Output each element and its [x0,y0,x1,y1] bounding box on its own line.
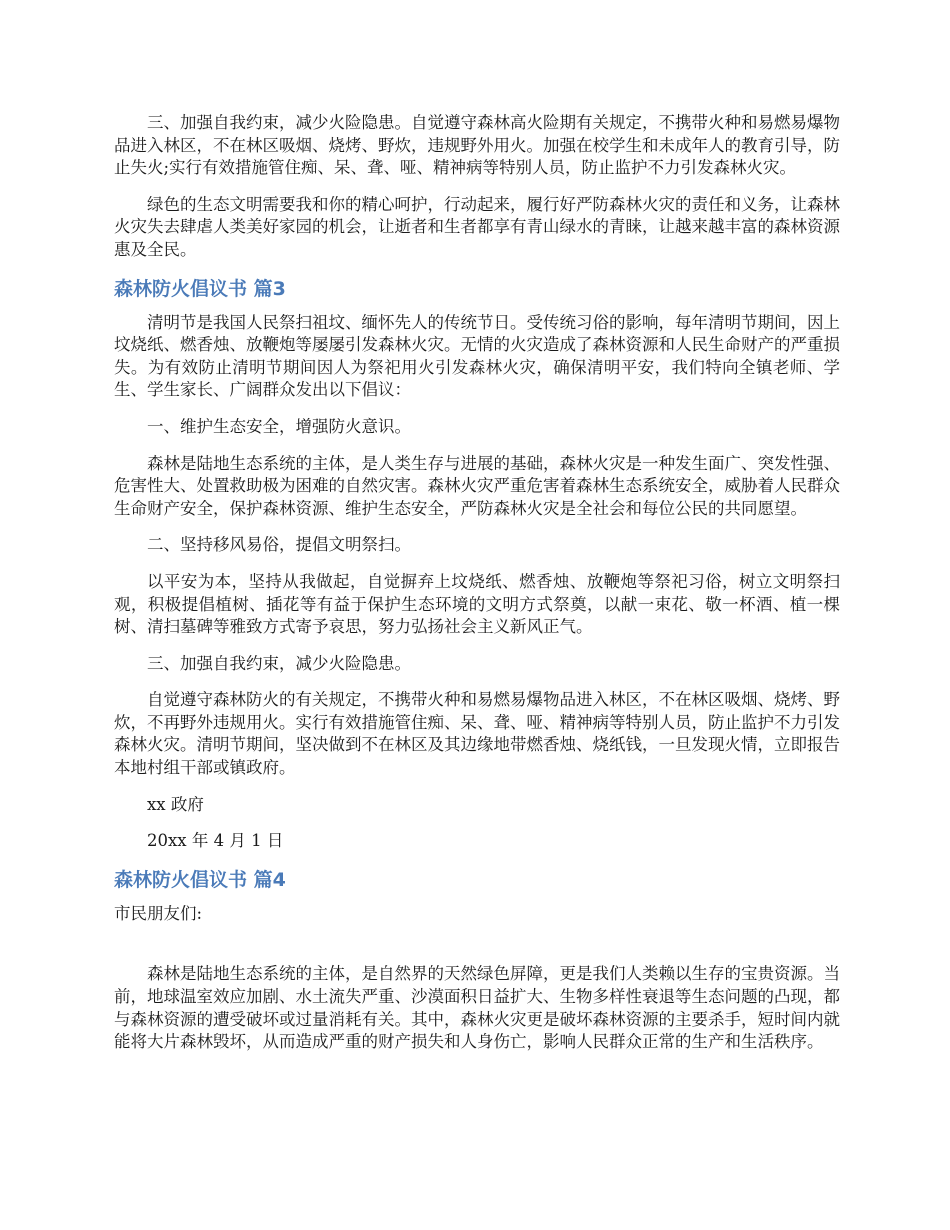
signature: xx 政府 [147,794,204,814]
salutation: 市民朋友们: [114,903,203,923]
paragraph: 绿色的生态文明需要我和你的精心呵护，行动起来，履行好严防森林火灾的责任和义务，让森林火灾失去肆虐人类美好家园的机会，让逝者和生者都享有青山绿水的青睐，让越来越丰富的森林资源惠及全民。 [114,194,840,259]
paragraph: 三、加强自我约束，减少火险隐患。自觉遵守森林高火险期有关规定，不携带火种和易燃易爆物品进入林区，不在林区吸烟、烧烤、野炊，违规野外用火。加强在校学生和未成年人的教育引导，防止失火;实行有效措施管住痴、呆、聋、哑、精神病等特别人员，防止监护不力引发森林火灾。 [114,113,840,178]
paragraph: 森林是陆地生态系统的主体，是人类生存与进展的基础，森林火灾是一种发生面广、突发性强、危害性大、处置救助极为困难的自然灾害。森林火灾严重危害着森林生态系统安全，威胁着人民群众生命财产安全，保护森林资源、维护生态安全，严防森林火灾是全社会和每位公民的共同愿望。 [114,453,840,518]
paragraph: 三、加强自我约束，减少火险隐患。 [147,653,411,673]
date: 20xx 年 4 月 1 日 [147,831,284,851]
paragraph: 森林是陆地生态系统的主体，是自然界的天然绿色屏障，更是我们人类赖以生存的宝贵资源。当前，地球温室效应加剧、水土流失严重、沙漠面积日益扩大、生物多样性衰退等生态问题的凸现，都与森林资源的遭受破坏或过量消耗有关。其中，森林火灾更是破坏森林资源的主要杀手，短时间内就能将大片森林毁坏，从而造成严重的财产损失和人身伤亡，影响人民群众正常的生产和生活秩序。 [114,964,840,1052]
section-heading: 森林防火倡议书 篇3 [114,277,286,300]
spacer [114,939,840,963]
paragraph: 一、维护生态安全，增强防火意识。 [147,416,411,436]
document-page [114,112,840,1068]
paragraph: 清明节是我国人民祭扫祖坟、缅怀先人的传统节日。受传统习俗的影响，每年清明节期间，因上坟烧纸、燃香烛、放鞭炮等屡屡引发森林火灾。无情的火灾造成了森林资源和人民生命财产的严重损失。为有效防止清明节期间因人为祭祀用火引发森林火灾，确保清明平安，我们特向全镇老师、学生、学生家长、广阔群众发出以下倡议： [114,312,840,400]
paragraph: 以平安为本，坚持从我做起，自觉摒弃上坟烧纸、燃香烛、放鞭炮等祭祀习俗，树立文明祭扫观，积极提倡植树、插花等有益于保护生态环境的文明方式祭奠，以献一束花、敬一杯酒、植一棵树、清扫墓碑等雅致方式寄予哀思，努力弘扬社会主义新风正气。 [114,571,840,637]
paragraph: 二、坚持移风易俗，提倡文明祭扫。 [147,535,411,555]
section-heading: 森林防火倡议书 篇4 [114,868,286,891]
paragraph: 自觉遵守森林防火的有关规定，不携带火种和易燃易爆物品进入林区，不在林区吸烟、烧烤、野炊，不再野外违规用火。实行有效措施管住痴、呆、聋、哑、精神病等特别人员，防止监护不力引发森林火灾。清明节期间，坚决做到不在林区及其边缘地带燃香烛、烧纸钱，一旦发现火情，立即报告本地村组干部或镇政府。 [114,690,840,778]
